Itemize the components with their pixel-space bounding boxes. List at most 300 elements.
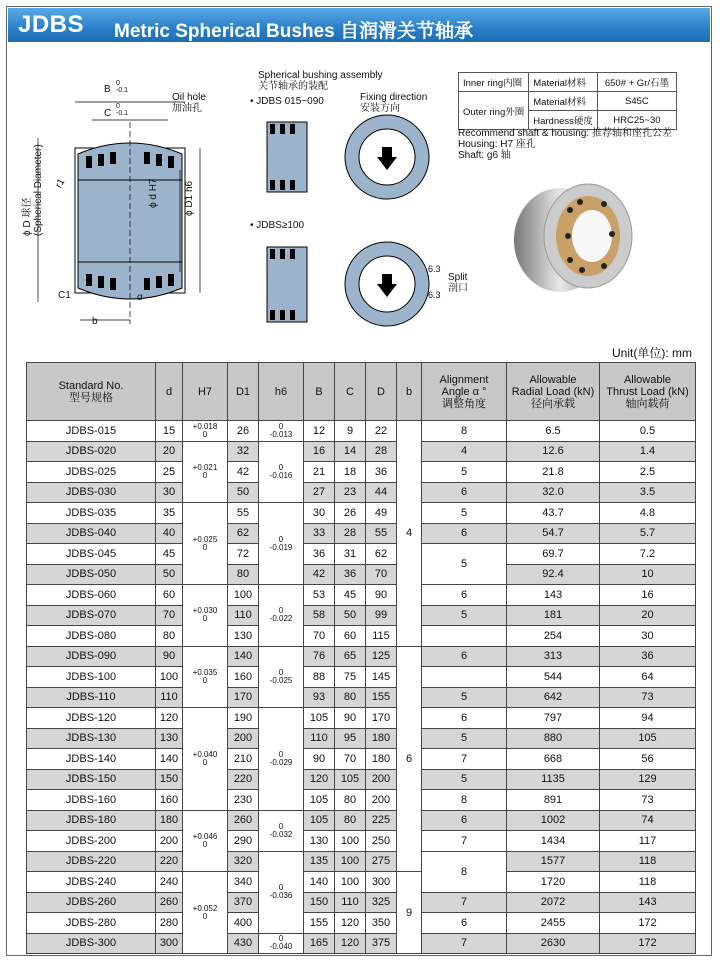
cell-D: 90 — [366, 585, 397, 606]
cell-d1: 290 — [228, 831, 259, 852]
cell-C: 70 — [335, 749, 366, 770]
cell-radial-load: 2072 — [507, 892, 600, 913]
cell-b: 4 — [397, 421, 422, 647]
cell-B: 70 — [304, 626, 335, 647]
table-row — [27, 933, 696, 954]
cell-standard-no: JDBS-140 — [27, 749, 156, 770]
table-row — [27, 728, 696, 749]
cell-h6-tolerance — [259, 851, 304, 933]
cell-B: 155 — [304, 913, 335, 934]
cell-D: 44 — [366, 482, 397, 503]
cell-h6-tolerance-lower: -0.022 — [269, 614, 293, 624]
cell-alignment-angle: 6 — [422, 913, 507, 934]
cell-thrust-load: 73 — [600, 687, 696, 708]
recommendation-text: Recommend shaft & housing: 推荐轴和座孔公差 Housing: H7 座孔 Shaft: g6 轴 — [458, 128, 672, 161]
fixing-direction-label: Fixing direction 安装方向 — [360, 92, 428, 114]
table-row — [27, 851, 696, 872]
cell-standard-no: JDBS-220 — [27, 851, 156, 872]
header-b: b — [397, 363, 422, 421]
cell-D: 22 — [366, 421, 397, 442]
table-row — [27, 503, 696, 524]
cell-d: 100 — [156, 667, 183, 688]
cell-thrust-load: 36 — [600, 646, 696, 667]
assembly-drawings — [262, 112, 452, 332]
table-row — [27, 769, 696, 790]
cell-radial-load: 92.4 — [507, 564, 600, 585]
cell-radial-load: 797 — [507, 708, 600, 729]
cell-thrust-load: 172 — [600, 933, 696, 954]
cell-d: 160 — [156, 790, 183, 811]
cell-thrust-load: 143 — [600, 892, 696, 913]
cell-C: 105 — [335, 769, 366, 790]
cell-thrust-load: 118 — [600, 872, 696, 893]
cell-radial-load: 1720 — [507, 872, 600, 893]
cell-alignment-angle: 7 — [422, 749, 507, 770]
cell-radial-load: 1002 — [507, 810, 600, 831]
cell-D: 115 — [366, 626, 397, 647]
cell-B: 93 — [304, 687, 335, 708]
cell-thrust-load: 74 — [600, 810, 696, 831]
cell-h7-tolerance-lower: 0 — [202, 911, 208, 921]
cell-radial-load: 544 — [507, 667, 600, 688]
cell-alignment-angle: 6 — [422, 585, 507, 606]
outer-ring-label: Outer ring外圈 — [459, 92, 529, 130]
cell-d1: 140 — [228, 646, 259, 667]
cell-D: 250 — [366, 831, 397, 852]
cell-h7-tolerance-upper: +0.040 — [192, 749, 218, 759]
cell-B: 58 — [304, 605, 335, 626]
cell-alignment-angle: 8 — [422, 790, 507, 811]
b-dim-label: b — [92, 316, 98, 327]
table-row — [27, 462, 696, 483]
cell-C: 95 — [335, 728, 366, 749]
cell-D: 145 — [366, 667, 397, 688]
cell-radial-load: 21.8 — [507, 462, 600, 483]
table-row — [27, 872, 696, 893]
cell-D: 300 — [366, 872, 397, 893]
cell-d: 300 — [156, 933, 183, 954]
cell-C: 90 — [335, 708, 366, 729]
oil-hole-label: Oil hole 加油孔 — [172, 92, 206, 114]
cell-D: 375 — [366, 933, 397, 954]
cell-d1: 230 — [228, 790, 259, 811]
cell-thrust-load: 16 — [600, 585, 696, 606]
cell-d: 240 — [156, 872, 183, 893]
cell-d1: 400 — [228, 913, 259, 934]
cell-B: 33 — [304, 523, 335, 544]
cell-D: 99 — [366, 605, 397, 626]
cell-radial-load: 43.7 — [507, 503, 600, 524]
c1-label: C1 — [58, 290, 71, 301]
header-standard-no: Standard No. 型号规格 — [27, 363, 156, 421]
cell-h7-tolerance-lower: 0 — [202, 542, 208, 552]
cell-radial-load: 642 — [507, 687, 600, 708]
cell-d1: 42 — [228, 462, 259, 483]
range-015-090: • JDBS 015~090 — [250, 96, 324, 107]
cell-thrust-load: 56 — [600, 749, 696, 770]
cell-alignment-angle: 7 — [422, 892, 507, 913]
bushing-product-photo — [508, 178, 638, 298]
cell-B: 105 — [304, 708, 335, 729]
cell-standard-no: JDBS-160 — [27, 790, 156, 811]
cell-thrust-load: 105 — [600, 728, 696, 749]
cell-d1: 80 — [228, 564, 259, 585]
table-row — [27, 646, 696, 667]
cell-radial-load: 668 — [507, 749, 600, 770]
cell-d1: 32 — [228, 441, 259, 462]
cell-C: 60 — [335, 626, 366, 647]
cell-C: 14 — [335, 441, 366, 462]
cell-thrust-load: 4.8 — [600, 503, 696, 524]
cell-thrust-load: 10 — [600, 564, 696, 585]
cell-d: 90 — [156, 646, 183, 667]
cell-d1: 62 — [228, 523, 259, 544]
material-spec-table — [458, 72, 677, 130]
cell-h6-tolerance — [259, 585, 304, 647]
cell-h6-tolerance-lower: -0.040 — [269, 942, 293, 952]
cell-alignment-angle: 7 — [422, 933, 507, 954]
cell-B: 120 — [304, 769, 335, 790]
cell-d1: 50 — [228, 482, 259, 503]
cell-B: 21 — [304, 462, 335, 483]
cell-B: 36 — [304, 544, 335, 565]
cell-d1: 190 — [228, 708, 259, 729]
cell-D: 70 — [366, 564, 397, 585]
cell-d: 25 — [156, 462, 183, 483]
header-thrust-load: Allowable Thrust Load (kN) 轴向载荷 — [600, 363, 696, 421]
cell-alignment-angle: 5 — [422, 728, 507, 749]
cell-d1: 200 — [228, 728, 259, 749]
cell-standard-no: JDBS-050 — [27, 564, 156, 585]
cell-D: 62 — [366, 544, 397, 565]
cell-d1: 26 — [228, 421, 259, 442]
cell-alignment-angle: 8 — [422, 421, 507, 442]
cell-standard-no: JDBS-240 — [27, 872, 156, 893]
cell-B: 105 — [304, 810, 335, 831]
cell-radial-load: 69.7 — [507, 544, 600, 565]
cell-standard-no: JDBS-020 — [27, 441, 156, 462]
cell-d1: 100 — [228, 585, 259, 606]
cell-standard-no: JDBS-070 — [27, 605, 156, 626]
cell-d: 110 — [156, 687, 183, 708]
table-row — [27, 831, 696, 852]
cell-C: 50 — [335, 605, 366, 626]
cell-b: 9 — [397, 872, 422, 954]
cell-C: 31 — [335, 544, 366, 565]
cell-d1: 320 — [228, 851, 259, 872]
cell-alignment-angle: 8 — [422, 851, 507, 892]
cell-B: 30 — [304, 503, 335, 524]
cell-C: 80 — [335, 687, 366, 708]
header-B: B — [304, 363, 335, 421]
cell-D: 180 — [366, 728, 397, 749]
hardness-value: HRC25~30 — [597, 111, 676, 130]
cell-C: 36 — [335, 564, 366, 585]
cell-d: 80 — [156, 626, 183, 647]
cell-D: 200 — [366, 790, 397, 811]
cell-h6-tolerance-lower: -0.019 — [269, 542, 293, 552]
cell-h7-tolerance — [183, 646, 228, 708]
header-C: C — [335, 363, 366, 421]
cell-d: 260 — [156, 892, 183, 913]
cell-thrust-load: 73 — [600, 790, 696, 811]
cell-D: 36 — [366, 462, 397, 483]
cell-D: 170 — [366, 708, 397, 729]
table-row — [27, 810, 696, 831]
cell-h7-tolerance-lower: 0 — [202, 470, 208, 480]
header-d1: D1 — [228, 363, 259, 421]
cell-h7-tolerance — [183, 503, 228, 585]
cell-D: 325 — [366, 892, 397, 913]
cell-standard-no: JDBS-060 — [27, 585, 156, 606]
cell-d: 45 — [156, 544, 183, 565]
cell-d: 30 — [156, 482, 183, 503]
cell-C: 80 — [335, 790, 366, 811]
cell-alignment-angle: 5 — [422, 462, 507, 483]
cell-C: 120 — [335, 913, 366, 934]
dim-b-label: B — [104, 84, 111, 95]
cell-b: 6 — [397, 646, 422, 872]
cell-B: 16 — [304, 441, 335, 462]
cell-standard-no: JDBS-015 — [27, 421, 156, 442]
cell-d1: 170 — [228, 687, 259, 708]
cell-B: 27 — [304, 482, 335, 503]
cell-h7-tolerance-lower: 0 — [202, 839, 208, 849]
cell-h7-tolerance-upper: +0.052 — [192, 903, 218, 913]
table-row — [27, 913, 696, 934]
cell-h6-tolerance-upper: 0 — [278, 667, 284, 677]
cell-h6-tolerance — [259, 646, 304, 708]
cell-standard-no: JDBS-035 — [27, 503, 156, 524]
unit-label: Unit(单位): mm — [612, 346, 692, 360]
cell-standard-no: JDBS-280 — [27, 913, 156, 934]
cell-h7-tolerance-upper: +0.030 — [192, 606, 218, 616]
cell-C: 100 — [335, 872, 366, 893]
cell-thrust-load: 129 — [600, 769, 696, 790]
cell-h6-tolerance-upper: 0 — [278, 883, 284, 892]
cell-d1: 210 — [228, 749, 259, 770]
cell-thrust-load: 117 — [600, 831, 696, 852]
range-100-plus: • JDBS≥100 — [250, 220, 305, 231]
cell-h6-tolerance-upper: 0 — [278, 462, 284, 472]
table-row — [27, 892, 696, 913]
cell-h6-tolerance-upper: 0 — [278, 821, 284, 831]
cell-d: 220 — [156, 851, 183, 872]
cell-h6-tolerance — [259, 933, 304, 954]
cell-thrust-load: 0.5 — [600, 421, 696, 442]
dim-c-label: C — [104, 108, 112, 119]
cell-radial-load: 254 — [507, 626, 600, 647]
cell-h6-tolerance-lower: -0.025 — [269, 675, 293, 685]
cell-d1: 110 — [228, 605, 259, 626]
cell-h6-tolerance-upper: 0 — [278, 421, 284, 431]
table-row — [27, 421, 696, 442]
cell-d: 130 — [156, 728, 183, 749]
cell-alignment-angle: 6 — [422, 708, 507, 729]
cell-h7-tolerance — [183, 810, 228, 872]
table-row — [27, 605, 696, 626]
cell-h7-tolerance-upper: +0.035 — [192, 667, 218, 677]
cell-d1: 220 — [228, 769, 259, 790]
cell-B: 42 — [304, 564, 335, 585]
cell-d1: 430 — [228, 933, 259, 954]
cell-alignment-angle: 6 — [422, 646, 507, 667]
cell-C: 100 — [335, 831, 366, 852]
cell-h7-tolerance — [183, 585, 228, 647]
header-h7: H7 — [183, 363, 228, 421]
cell-h7-tolerance-lower: 0 — [202, 614, 208, 624]
cell-h7-tolerance-upper: +0.018 — [192, 421, 218, 431]
cell-d1: 160 — [228, 667, 259, 688]
cell-standard-no: JDBS-110 — [27, 687, 156, 708]
cell-D: 28 — [366, 441, 397, 462]
cell-radial-load: 313 — [507, 646, 600, 667]
cell-B: 53 — [304, 585, 335, 606]
cell-thrust-load: 7.2 — [600, 544, 696, 565]
cell-d1: 370 — [228, 892, 259, 913]
table-row — [27, 749, 696, 770]
cell-alignment-angle: 4 — [422, 441, 507, 462]
cell-B: 130 — [304, 831, 335, 852]
table-row — [27, 708, 696, 729]
cell-D: 125 — [366, 646, 397, 667]
assembly-title: Spherical bushing assembly 关节轴承的装配 — [258, 70, 383, 92]
cell-C: 45 — [335, 585, 366, 606]
header-d: d — [156, 363, 183, 421]
cell-h6-tolerance-lower: -0.013 — [269, 429, 293, 439]
cell-C: 23 — [335, 482, 366, 503]
split-gap-top: 6.3 — [428, 264, 441, 274]
cell-h6-tolerance — [259, 810, 304, 851]
cell-d1: 260 — [228, 810, 259, 831]
cell-d1: 55 — [228, 503, 259, 524]
cell-radial-load: 1135 — [507, 769, 600, 790]
phi-d-h7-label: ϕ d H7 — [148, 178, 159, 208]
cell-d: 50 — [156, 564, 183, 585]
cell-C: 110 — [335, 892, 366, 913]
cell-D: 180 — [366, 749, 397, 770]
cell-d: 120 — [156, 708, 183, 729]
cell-standard-no: JDBS-080 — [27, 626, 156, 647]
cell-standard-no: JDBS-180 — [27, 810, 156, 831]
cell-h7-tolerance — [183, 441, 228, 503]
cell-h6-tolerance-upper: 0 — [278, 606, 284, 616]
cell-h6-tolerance-upper: 0 — [278, 534, 284, 544]
cell-alignment-angle: 6 — [422, 482, 507, 503]
cell-standard-no: JDBS-090 — [27, 646, 156, 667]
cell-h6-tolerance-lower: -0.032 — [269, 829, 293, 839]
cell-radial-load: 54.7 — [507, 523, 600, 544]
cell-B: 165 — [304, 933, 335, 954]
hardness-label: Hardness硬度 — [529, 111, 598, 130]
cell-alignment-angle: 5 — [422, 687, 507, 708]
cell-standard-no: JDBS-040 — [27, 523, 156, 544]
cell-d: 280 — [156, 913, 183, 934]
cell-h6-tolerance-lower: -0.029 — [269, 757, 293, 767]
split-gap-bottom: 6.3 — [428, 290, 441, 300]
inner-ring-label: Inner ring内圈 — [459, 73, 529, 92]
cell-standard-no: JDBS-100 — [27, 667, 156, 688]
table-row — [27, 482, 696, 503]
cell-D: 200 — [366, 769, 397, 790]
cell-d: 40 — [156, 523, 183, 544]
cell-d1: 340 — [228, 872, 259, 893]
cell-alignment-angle: 5 — [422, 605, 507, 626]
r1-label: r1 — [53, 176, 68, 191]
cell-d: 140 — [156, 749, 183, 770]
cell-D: 225 — [366, 810, 397, 831]
cell-standard-no: JDBS-200 — [27, 831, 156, 852]
cell-h6-tolerance-lower: -0.016 — [269, 470, 293, 480]
cell-radial-load: 12.6 — [507, 441, 600, 462]
cell-B: 90 — [304, 749, 335, 770]
cell-h7-tolerance-lower: 0 — [202, 675, 208, 685]
cell-radial-load: 32.0 — [507, 482, 600, 503]
cell-d: 180 — [156, 810, 183, 831]
cell-h7-tolerance-upper: +0.046 — [192, 831, 218, 841]
cell-standard-no: JDBS-150 — [27, 769, 156, 790]
cell-h7-tolerance-upper: +0.021 — [192, 462, 218, 472]
dim-c-tolerance: 0 -0.1 — [116, 103, 129, 117]
cell-standard-no: JDBS-120 — [27, 708, 156, 729]
cell-radial-load: 181 — [507, 605, 600, 626]
cell-radial-load: 1577 — [507, 851, 600, 872]
cell-radial-load: 2455 — [507, 913, 600, 934]
table-header — [27, 363, 696, 421]
cell-standard-no: JDBS-045 — [27, 544, 156, 565]
cell-h6-tolerance — [259, 441, 304, 503]
cell-B: 76 — [304, 646, 335, 667]
header-h6: h6 — [259, 363, 304, 421]
cell-alignment-angle — [422, 626, 507, 647]
cell-C: 75 — [335, 667, 366, 688]
dim-b-tolerance: 0 -0.1 — [116, 80, 129, 94]
cell-C: 120 — [335, 933, 366, 954]
table-row — [27, 790, 696, 811]
cell-thrust-load: 118 — [600, 851, 696, 872]
dimensions-table — [26, 362, 696, 954]
cell-alignment-angle: 6 — [422, 810, 507, 831]
cell-thrust-load: 172 — [600, 913, 696, 934]
cell-alignment-angle: 5 — [422, 544, 507, 585]
cell-B: 88 — [304, 667, 335, 688]
cell-D: 275 — [366, 851, 397, 872]
cell-standard-no: JDBS-300 — [27, 933, 156, 954]
cell-thrust-load: 1.4 — [600, 441, 696, 462]
table-row — [27, 687, 696, 708]
cell-d: 15 — [156, 421, 183, 442]
table-row — [27, 667, 696, 688]
material-label-2: Material材料 — [529, 92, 598, 111]
table-row — [27, 626, 696, 647]
header-radial-load: Allowable Radial Load (kN) 径向承载 — [507, 363, 600, 421]
phi-d1-h6-label: ϕ D1 h6 — [184, 180, 195, 216]
cell-alignment-angle: 5 — [422, 503, 507, 524]
cell-radial-load: 1434 — [507, 831, 600, 852]
cell-D: 350 — [366, 913, 397, 934]
cell-h6-tolerance-upper: 0 — [278, 749, 284, 759]
cell-radial-load: 143 — [507, 585, 600, 606]
title-banner — [8, 8, 710, 42]
product-code: JDBS — [18, 11, 85, 38]
cell-D: 49 — [366, 503, 397, 524]
cell-h7-tolerance-lower: 0 — [202, 757, 208, 767]
table-row — [27, 564, 696, 585]
cell-thrust-load: 30 — [600, 626, 696, 647]
alpha-label: α — [137, 292, 143, 303]
table-row — [27, 585, 696, 606]
cell-alignment-angle: 7 — [422, 831, 507, 852]
